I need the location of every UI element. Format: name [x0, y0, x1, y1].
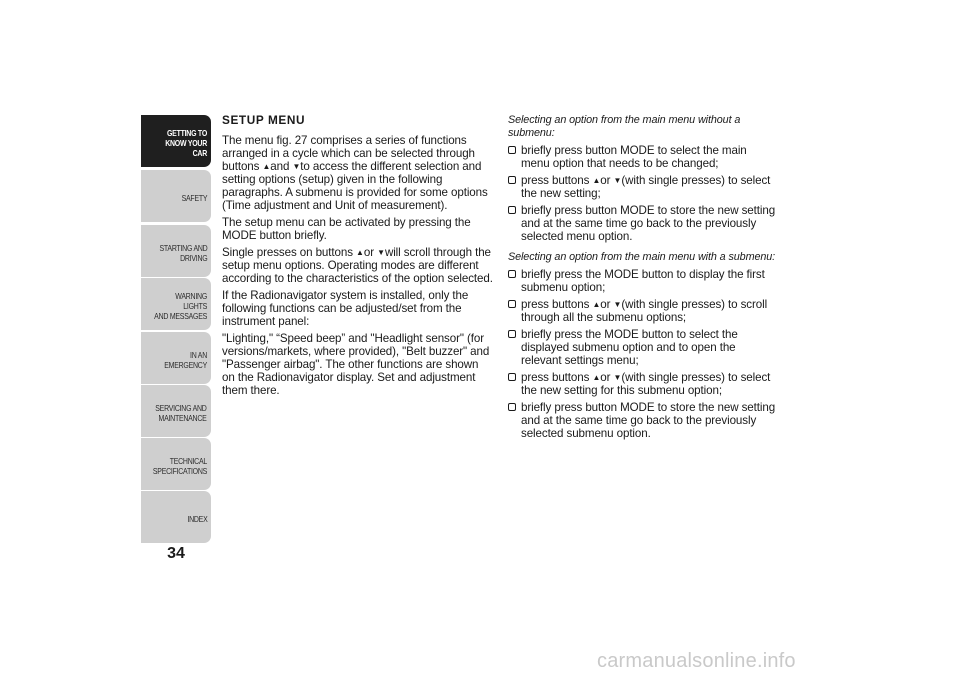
tab-warning-lights[interactable]: [141, 278, 211, 330]
tab-label: IN AN EMERGENCY: [164, 350, 207, 370]
page-number: 34: [167, 545, 185, 562]
text-part: (with single presses) to select the new setting;: [521, 174, 771, 200]
list-item: [508, 268, 776, 294]
checkbox-bullet-icon: [508, 146, 516, 154]
text-part: press buttons: [521, 298, 593, 311]
list-item: [508, 144, 776, 170]
paragraph-activation: The setup menu can be activated by pressing the MODE button briefly.: [222, 216, 471, 242]
list-item: [508, 371, 776, 397]
down-triangle-icon: ▼: [292, 162, 301, 171]
watermark: carmanualsonline.info: [597, 650, 796, 672]
up-triangle-icon: ▲: [592, 300, 601, 309]
text-part: briefly press the MODE button to display the first submenu option;: [521, 268, 765, 294]
text-part: and: [270, 160, 293, 173]
tab-label: GETTING TO KNOW YOUR CAR: [165, 128, 207, 158]
text-part: (with single presses) to select the new setting for this submenu option;: [521, 371, 771, 397]
steps-without-submenu: [508, 144, 776, 243]
tab-label: INDEX: [186, 514, 207, 524]
up-triangle-icon: ▲: [356, 248, 364, 257]
left-column: [222, 114, 494, 401]
intro-with-submenu: Selecting an option from the main menu with a submenu:: [508, 251, 776, 263]
text-part: briefly press button MODE to store the new setting and at the same time go back to the previously selected menu option.: [521, 204, 776, 243]
text-part: to access the different selection and setting options (setup) given in the following paragraphs. A submenu is provided for some options (Time adjustment and Unit of measurement).: [222, 160, 488, 212]
tab-starting-and-driving[interactable]: [141, 225, 211, 277]
text-part: press buttons: [521, 174, 593, 187]
text-part: briefly press the MODE button to select the displayed submenu option and to open the relevant settings menu;: [521, 328, 738, 367]
paragraph-menu-description: [222, 134, 494, 212]
tab-label: SERVICING AND MAINTENANCE: [155, 403, 207, 423]
section-title: SETUP MENU: [222, 113, 306, 127]
text-part: briefly press button MODE to select the main menu option that needs to be changed;: [521, 144, 747, 170]
down-triangle-icon: ▼: [377, 248, 385, 257]
text-part: press buttons: [521, 371, 593, 384]
list-item: [508, 401, 776, 440]
text-part: or: [363, 246, 378, 259]
checkbox-bullet-icon: [508, 300, 516, 308]
list-item: [508, 298, 776, 324]
paragraph-functions: "Lighting," “Speed beep” and "Headlight sensor" (for versions/markets, where provided), "Belt buzzer" and "Passenger airbag". The other functions are shown on the Radionavigator display. Set and adjustment them there.: [222, 332, 490, 397]
tab-in-an-emergency[interactable]: [141, 332, 211, 384]
tab-label: TECHNICAL SPECIFICATIONS: [152, 456, 207, 476]
text-part: Single presses on buttons: [222, 246, 357, 259]
up-triangle-icon: ▲: [592, 373, 601, 382]
tab-getting-to-know-your-car[interactable]: [141, 115, 211, 167]
text-part: or: [600, 298, 614, 311]
checkbox-bullet-icon: [508, 403, 516, 411]
checkbox-bullet-icon: [508, 270, 516, 278]
list-item: [508, 328, 776, 367]
checkbox-bullet-icon: [508, 330, 516, 338]
intro-without-submenu: Selecting an option from the main menu without a submenu:: [508, 114, 741, 139]
text-part: or: [600, 174, 614, 187]
paragraph-radionavigator: If the Radionavigator system is installed, only the following functions can be adjusted/set from the instrument panel:: [222, 289, 469, 328]
text-part: The menu fig. 27 comprises a series of functions arranged in a cycle which can be selected through buttons: [222, 134, 475, 173]
down-triangle-icon: ▼: [613, 300, 622, 309]
checkbox-bullet-icon: [508, 373, 516, 381]
tab-label: STARTING AND DRIVING: [159, 243, 207, 263]
up-triangle-icon: ▲: [262, 162, 271, 171]
down-triangle-icon: ▼: [613, 373, 622, 382]
tab-safety[interactable]: [141, 170, 211, 222]
up-triangle-icon: ▲: [592, 176, 601, 185]
list-item: [508, 174, 776, 200]
tab-label: WARNING LIGHTS AND MESSAGES: [154, 291, 207, 321]
tab-label: SAFETY: [181, 193, 207, 203]
checkbox-bullet-icon: [508, 206, 516, 214]
text-part: will scroll through the setup menu options. Operating modes are different according to the characteristics of the option selected.: [222, 246, 493, 285]
steps-with-submenu: [508, 268, 776, 440]
down-triangle-icon: ▼: [613, 176, 622, 185]
tab-index[interactable]: [141, 491, 211, 543]
right-column: [508, 114, 776, 444]
text-part: (with single presses) to scroll through all the submenu options;: [521, 298, 768, 324]
text-part: briefly press button MODE to store the new setting and at the same time go back to the previously selected submenu option.: [521, 401, 776, 440]
tab-technical-specifications[interactable]: [141, 438, 211, 490]
list-item: [508, 204, 776, 243]
paragraph-single-presses: [222, 246, 494, 285]
checkbox-bullet-icon: [508, 176, 516, 184]
tab-servicing-and-maintenance[interactable]: [141, 385, 211, 437]
text-part: or: [600, 371, 614, 384]
